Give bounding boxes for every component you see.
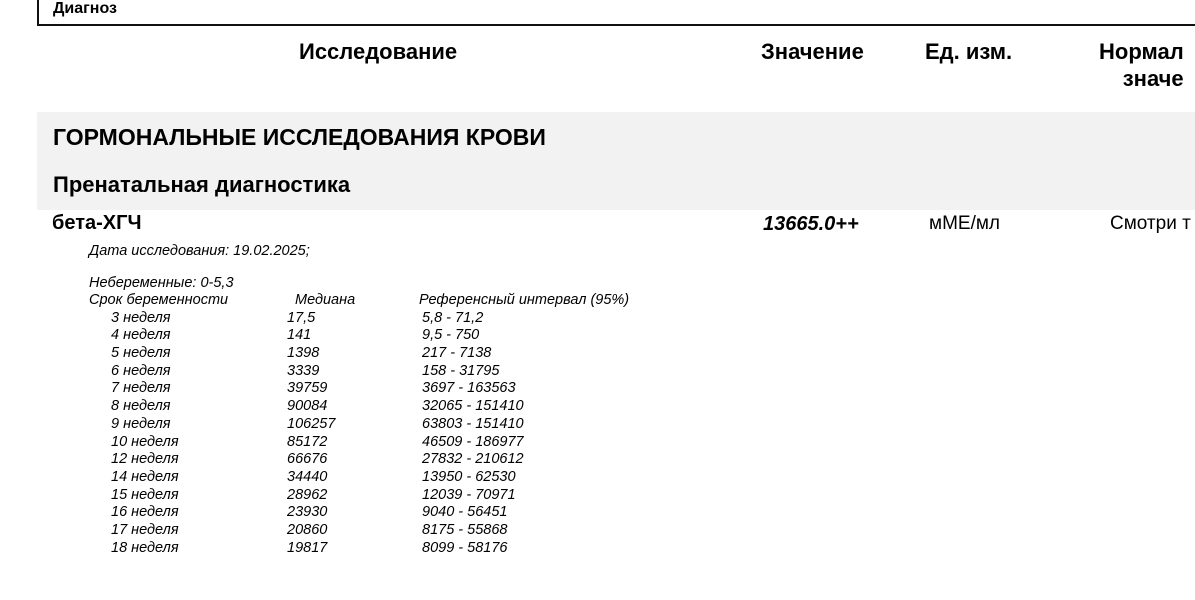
header-median: Медиана <box>295 292 356 308</box>
column-header-value: Значение <box>761 39 864 64</box>
test-units: мМЕ/мл <box>929 213 1000 234</box>
row-week: 17 неделя <box>111 521 179 538</box>
row-reference-interval: 63803 - 151410 <box>422 415 524 432</box>
row-reference-interval: 5,8 - 71,2 <box>422 309 484 326</box>
row-median: 20860 <box>287 521 328 538</box>
row-week: 9 неделя <box>111 415 171 432</box>
column-header-study: Исследование <box>299 39 458 64</box>
row-reference-interval: 12039 - 70971 <box>422 486 516 503</box>
column-header-norm <box>1099 38 1184 92</box>
row-median: 17,5 <box>287 309 316 326</box>
section-title-group: ГОРМОНАЛЬНЫЕ ИССЛЕДОВАНИЯ КРОВИ <box>53 124 546 150</box>
test-value: 13665.0++ <box>763 213 859 235</box>
row-median: 39759 <box>287 380 328 397</box>
row-median: 1398 <box>287 345 320 362</box>
row-reference-interval: 9040 - 56451 <box>422 504 508 521</box>
row-week: 8 неделя <box>111 398 171 415</box>
section-band-group <box>37 112 1195 164</box>
row-reference-interval: 46509 - 186977 <box>422 433 524 450</box>
column-header-norm-line1: Нормал <box>1099 39 1184 64</box>
row-week: 3 неделя <box>111 309 171 326</box>
row-reference-interval: 13950 - 62530 <box>422 468 516 485</box>
row-reference-interval: 27832 - 210612 <box>422 451 524 468</box>
row-week: 12 неделя <box>111 451 179 468</box>
row-reference-interval: 158 - 31795 <box>422 362 500 379</box>
header-reference-interval: Референсный интервал (95%) <box>419 292 630 308</box>
header-week: Срок беременности <box>89 292 229 308</box>
row-week: 7 неделя <box>111 380 171 397</box>
row-week: 14 неделя <box>111 468 179 485</box>
test-name: бета-ХГЧ <box>52 212 142 234</box>
row-reference-interval: 8175 - 55868 <box>422 521 508 538</box>
row-week: 5 неделя <box>111 345 171 362</box>
row-median: 66676 <box>287 451 328 468</box>
diagnosis-box <box>37 0 1195 26</box>
column-header-norm-line2: значе <box>1122 66 1184 91</box>
row-median: 23930 <box>287 504 328 521</box>
row-week: 18 неделя <box>111 539 179 556</box>
test-norm: Смотри т <box>1110 213 1191 234</box>
section-title-subgroup: Пренатальная диагностика <box>53 172 351 197</box>
row-reference-interval: 9,5 - 750 <box>422 327 480 344</box>
row-median: 85172 <box>287 433 328 450</box>
row-reference-interval: 8099 - 58176 <box>422 539 508 556</box>
row-median: 19817 <box>287 539 328 556</box>
row-week: 10 неделя <box>111 433 179 450</box>
row-reference-interval: 3697 - 163563 <box>422 380 516 397</box>
study-date-note: Дата исследования: 19.02.2025; <box>89 243 310 259</box>
row-median: 106257 <box>287 415 336 432</box>
row-median: 90084 <box>287 398 328 415</box>
row-week: 16 неделя <box>111 504 179 521</box>
row-median: 34440 <box>287 468 328 485</box>
row-week: 15 неделя <box>111 486 179 503</box>
row-median: 28962 <box>287 486 328 503</box>
row-week: 4 неделя <box>111 327 171 344</box>
column-header-units: Ед. изм. <box>925 39 1013 64</box>
diagnosis-label: Диагноз <box>53 0 117 17</box>
section-band-subgroup <box>37 164 1195 210</box>
row-week: 6 неделя <box>111 362 171 379</box>
row-reference-interval: 32065 - 151410 <box>422 398 524 415</box>
row-reference-interval: 217 - 7138 <box>422 345 492 362</box>
row-median: 3339 <box>287 362 320 379</box>
nonpregnant-note: Небеременные: 0-5,3 <box>89 275 234 291</box>
row-median: 141 <box>287 327 312 344</box>
